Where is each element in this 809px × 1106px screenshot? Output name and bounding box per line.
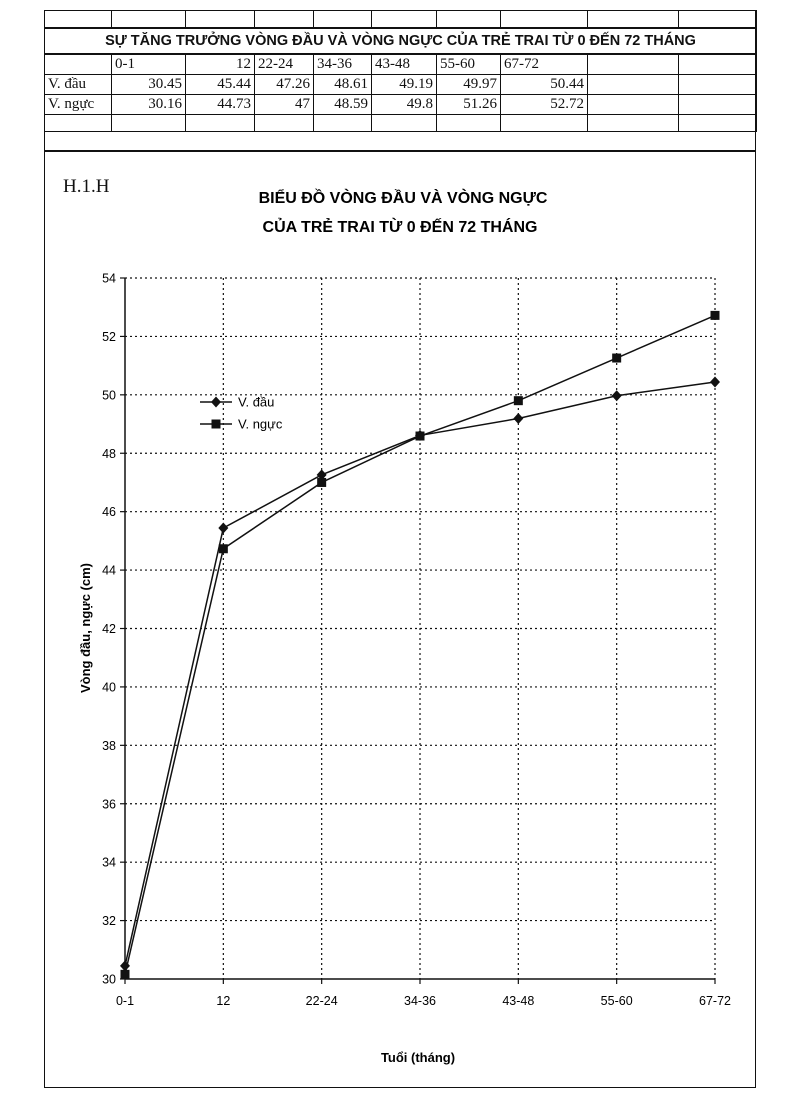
x-tick-label: 43-48 xyxy=(502,994,535,1008)
grid-lines xyxy=(125,278,715,979)
y-tick-label: 46 xyxy=(102,505,116,520)
x-tick-label: 22-24 xyxy=(305,994,338,1008)
y-tick-label: 34 xyxy=(102,855,116,870)
table-row-label: V. đầu xyxy=(45,75,112,95)
data-point-chest xyxy=(612,354,621,363)
data-point-head xyxy=(612,390,622,401)
table-header-cell: 34-36 xyxy=(314,54,372,75)
x-tick-label: 12 xyxy=(216,994,231,1008)
legend-marker xyxy=(211,397,221,408)
x-tick-label: 67-72 xyxy=(699,994,731,1008)
table-header-cell: 67-72 xyxy=(501,54,588,75)
axes xyxy=(120,278,715,984)
y-tick-labels xyxy=(102,272,116,987)
table-cell: 30.45 xyxy=(112,75,186,95)
data-point-chest xyxy=(416,432,425,441)
table-title: SỰ TĂNG TRƯỞNG VÒNG ĐẦU VÀ VÒNG NGỰC CỦA TRẺ TRAI TỪ 0 ĐẾN 72 THÁNG xyxy=(45,28,757,54)
chart-subtitle: CỦA TRẺ TRAI TỪ 0 ĐẾN 72 THÁNG xyxy=(262,219,538,236)
table-header-cell: 43-48 xyxy=(372,54,437,75)
x-tick-label: 34-36 xyxy=(404,994,436,1008)
x-tick-label: 0-1 xyxy=(115,994,135,1008)
table-cell: 44.73 xyxy=(186,95,255,115)
data-point-head xyxy=(218,523,228,534)
table-cell: 49.8 xyxy=(372,95,437,115)
table-header-cell: 22-24 xyxy=(255,54,314,75)
table-cell: 52.72 xyxy=(501,95,588,115)
table-cell: 49.97 xyxy=(437,75,501,95)
data-point-head xyxy=(513,413,523,424)
legend-marker xyxy=(212,420,221,429)
y-tick-label: 52 xyxy=(102,329,116,344)
data-point-chest xyxy=(317,478,326,487)
table-cell: 50.44 xyxy=(501,75,588,95)
table-cell: 49.19 xyxy=(372,75,437,95)
y-tick-label: 32 xyxy=(102,914,116,929)
table-cell: 30.16 xyxy=(112,95,186,115)
figure-label: H.1.H xyxy=(63,176,110,197)
y-tick-label: 50 xyxy=(102,388,116,403)
table-cell: 51.26 xyxy=(437,95,501,115)
y-tick-label: 48 xyxy=(102,446,116,461)
table-row-label: V. ngực xyxy=(45,95,112,115)
data-point-chest xyxy=(514,396,523,405)
table-cell: 45.44 xyxy=(186,75,255,95)
y-tick-label: 38 xyxy=(102,738,116,753)
chart-title: BIỂU ĐỒ VÒNG ĐẦU VÀ VÒNG NGỰC xyxy=(258,190,548,207)
data-point-chest xyxy=(121,970,130,979)
y-tick-label: 44 xyxy=(102,563,116,578)
table-cell: 47.26 xyxy=(255,75,314,95)
table-header-cell: 55-60 xyxy=(437,54,501,75)
table-cell: 48.59 xyxy=(314,95,372,115)
x-tick-labels xyxy=(116,994,731,1008)
y-tick-label: 54 xyxy=(102,271,116,286)
y-tick-label: 36 xyxy=(102,797,116,812)
table-cell: 48.61 xyxy=(314,75,372,95)
x-axis-label: Tuổi (tháng) xyxy=(380,1050,456,1065)
data-point-head xyxy=(710,376,720,387)
table-cell: 47 xyxy=(255,95,314,115)
data-point-chest xyxy=(711,311,720,320)
data-point-chest xyxy=(219,544,228,553)
x-tick-label: 55-60 xyxy=(600,994,633,1008)
legend-label: V. đầu xyxy=(238,394,275,410)
y-tick-label: 40 xyxy=(102,680,116,695)
y-axis-label: Vòng đầu, ngực (cm) xyxy=(78,562,93,694)
table-header-cell: 0-1 xyxy=(112,54,186,75)
table-header-cell: 12 xyxy=(186,54,255,75)
legend-label: V. ngực xyxy=(238,416,283,432)
y-tick-label: 30 xyxy=(102,972,116,987)
y-tick-label: 42 xyxy=(102,622,116,636)
legend xyxy=(200,395,283,432)
